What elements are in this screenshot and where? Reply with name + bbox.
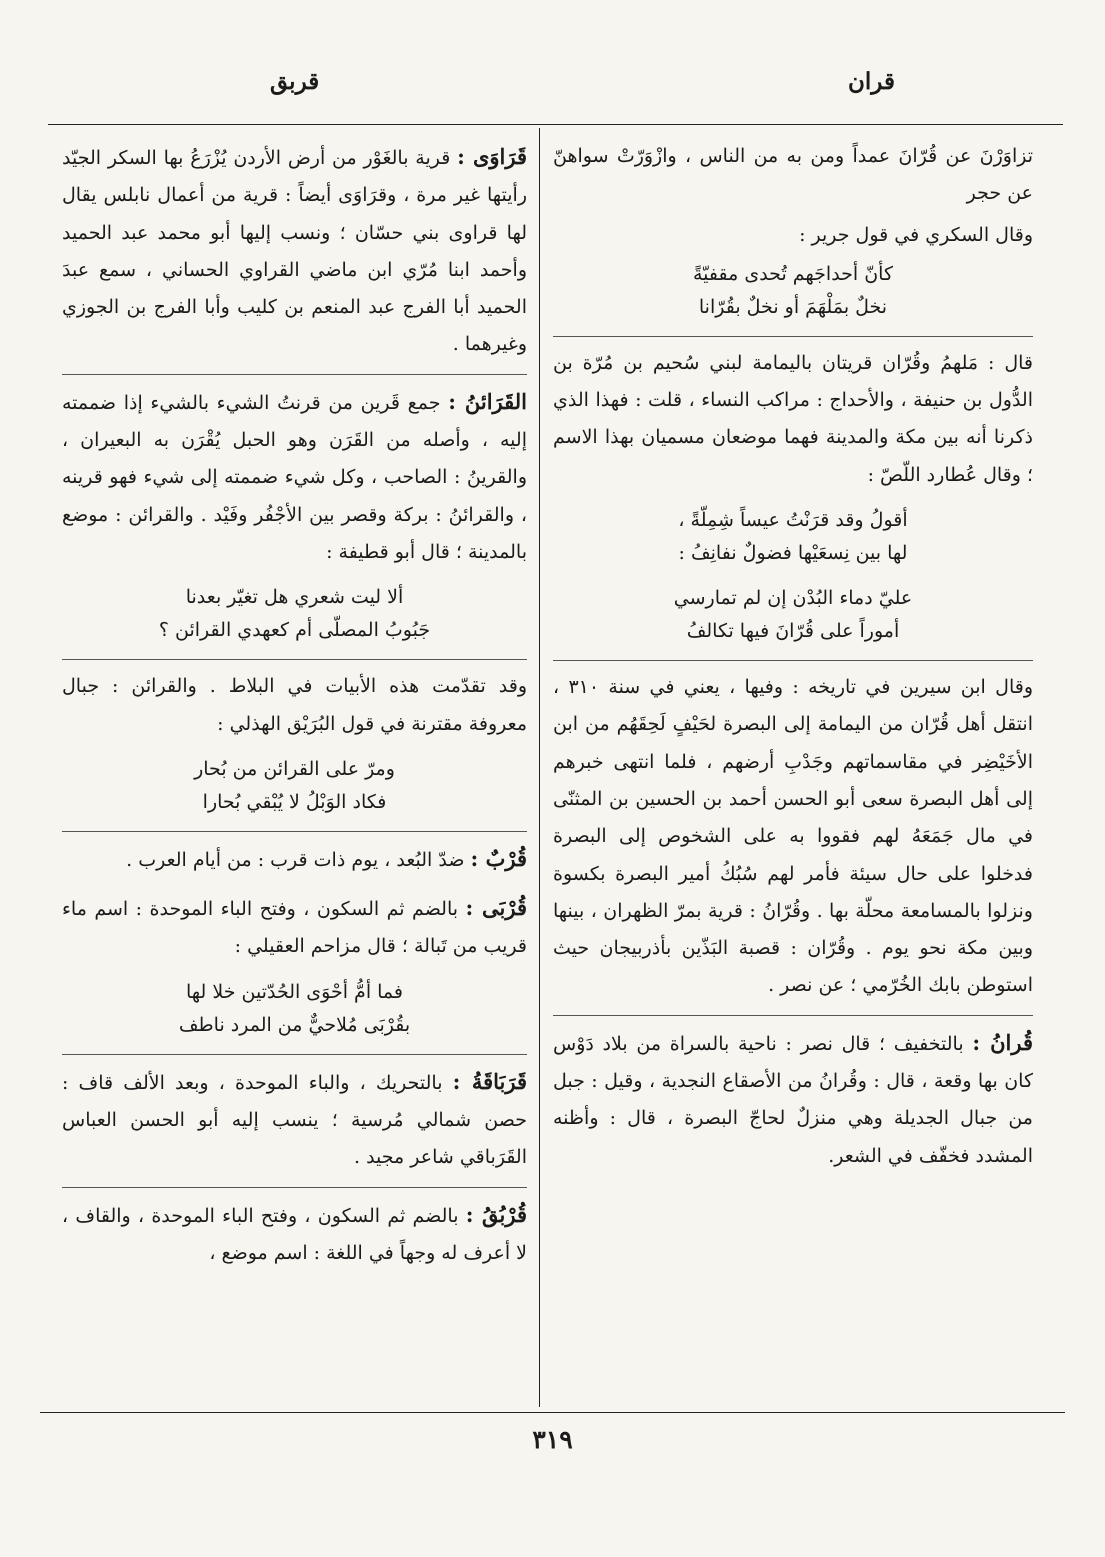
entry	[553, 1024, 1033, 1175]
verse	[62, 753, 527, 819]
headword: قَرَاوَى :	[457, 144, 527, 169]
verse	[553, 258, 1033, 324]
entry	[62, 1196, 527, 1273]
paragraph: وقال ابن سيرين في تاريخه : وفيها ، يعني في سنة ٣١٠ ، انتقل أهل قُرّان من اليمامة إلى البصرة لحَيْفٍ لَحِقَهُم من ابن الأخَيْضِر في مقاسماتهم وجَدْبِ أرضهم ، فلما انتهى خبرهم إلى أهل البصرة سعى أبو الحسن أحمد بن الحسين بن المثنّى في مال جَمَعَهُ لهم فقووا به على الشخوص إلى البصرة فدخلوا على حال سيئة فأمر لهم سُبُكُ أمير البصرة بكسوة ونزلوا بالمسامعة محلّة بها . وقُرّانُ : قرية بمرّ الظهران ، بينها وبين مكة نحو يوم . وقُرّان : قصبة البَذّين بأذربيجان حيث استوطن بابك الخُرّمي ؛ عن نصر .	[553, 676, 1033, 997]
verse-line: فكاد الوَبْلُ لا يُبْقي بُحارا	[202, 790, 387, 813]
header-right-guide-word: قران	[848, 68, 895, 95]
headword: قُرْبُقُ :	[465, 1201, 527, 1227]
paragraph: تزاوَرْنَ عن قُرّانَ عمداً ومن به من الناس ، وازْوَرّتْ سواهنّ عن حجر	[553, 145, 1033, 205]
footer-rule	[40, 1412, 1065, 1413]
verse-line: بقُرْبَى مُلاحيٌّ من المرد ناطف	[178, 1013, 411, 1036]
entry	[62, 138, 527, 364]
divider	[62, 1187, 527, 1188]
verse-line: لها بين نِسعَيْها فضولٌ نفانِفُ :	[678, 542, 908, 565]
left-column	[62, 138, 527, 1406]
headword: قُرْبَى :	[465, 895, 527, 921]
verse-line: فما أمُّ أحْوَى الحُدّتين خلا لها	[185, 980, 403, 1003]
entry-text: بالتخفيف ؛ قال نصر : ناحية بالسراة من بلاد دَوْس كان بها وقعة ، قال : وقُرانُ من الأصقاع النجدية ، وقيل : جبل من جبال الجديلة وهي منزلٌ لحاجّ البصرة ، قال : وأظنه المشدد فخفّف في الشعر.	[553, 1032, 1033, 1167]
verse-line: أموراً على قُرّانَ فيها تكالفُ	[686, 620, 900, 643]
verse	[62, 581, 527, 647]
divider	[62, 831, 527, 832]
verse	[62, 976, 527, 1042]
headword: قُرانُ :	[972, 1029, 1033, 1055]
right-column	[553, 138, 1033, 1406]
verse-line: ألا ليت شعري هل تغيّر بعدنا	[185, 586, 404, 609]
verse	[553, 504, 1033, 570]
entry-text: بالضم ثم السكون ، وفتح الباء الموحدة ، والقاف ، لا أعرف له وجهاً في اللغة : اسم موضع ،	[62, 1204, 527, 1264]
verse-line: ومرّ على القرائن من بُحار	[194, 757, 395, 780]
headword: قُرْبٌ :	[470, 845, 527, 871]
verse-line: كأنّ أحداجَهم تُحدى مقفيّةً	[692, 262, 894, 285]
entry	[62, 889, 527, 966]
running-header	[40, 68, 1065, 108]
headword: القَرَائنُ :	[448, 388, 527, 414]
entry	[62, 1063, 527, 1177]
header-rule	[48, 124, 1063, 125]
entry	[62, 383, 527, 571]
headword: قَرَبَاقَةُ :	[452, 1068, 527, 1094]
divider	[553, 660, 1033, 661]
entry-text: بالتحريك ، والباء الموحدة ، وبعد الألف قاف : حصن شمالي مُرسية ؛ ينسب إليه أبو الحسن العباس القَرَباقي شاعر مجيد .	[62, 1071, 527, 1169]
verse-line: جَبُوبُ المصلّى أم كعهدي القرائن ؟	[158, 619, 431, 642]
entry-text: بالضم ثم السكون ، وفتح الباء الموحدة : اسم ماء قريب من تَبالة ؛ قال مزاحم العقيلي :	[62, 898, 527, 958]
verse-line: عليّ دماء البُدْن إن لم تمارسي	[673, 587, 913, 610]
verse-line: أقولُ وقد قرَنْتُ عيساً شِمِلّةً ،	[678, 509, 908, 532]
entry-text: قرية بالغَوْر من أرض الأردن يُزْرَعُ بها السكر الجيّد رأيتها غير مرة ، وقرَاوَى أيضاً : قرية من أعمال نابلس يقال لها قراوى بني حسّان ؛ ونسب إليها أبو محمد عبد الحميد وأحمد ابنا مُرّي ابن ماضي القراوي الحساني ، سمع عبدَ الحميد أبا الفرج عبد المنعم بن كليب وأبا الفرج بن الجوزي وغيرهما .	[62, 147, 527, 356]
entry-text: ضدّ البُعد ، يوم ذات قرب : من أيام العرب .	[126, 848, 471, 871]
paragraph: وقد تقدّمت هذه الأبيات في البلاط . والقرائن : جبال معروفة مقترنة في قول البُرَيْق الهذلي :	[62, 675, 527, 735]
entry-text: جمع قَرين من قرنتُ الشيء بالشيء إذا ضممته إليه ، وأصله من القَرَن وهو الحبل يُقْرَن به البعيران ، والقرينُ : الصاحب ، وكل شيء ضممته إلى شيء فهو قرينه ، والقرائنُ : بركة وقصر بين الأجْفُر وفَيْد . والقرائن : موضع بالمدينة ؛ قال أبو قطيفة :	[62, 391, 527, 563]
page-number: ٣١٩	[532, 1425, 573, 1454]
divider	[62, 659, 527, 660]
divider	[553, 336, 1033, 337]
column-divider	[539, 128, 540, 1407]
paragraph: وقال السكري في قول جرير :	[799, 223, 1033, 246]
verse-line: نخلٌ بمَلْهَمَ أو نخلٌ بقُرّانا	[698, 295, 888, 318]
entry	[62, 840, 527, 879]
divider	[62, 1054, 527, 1055]
divider	[553, 1015, 1033, 1016]
paragraph: قال : مَلهمُ وقُرّان قريتان باليمامة لبني سُحيم بن مُرّة بن الدُّول بن حنيفة ، والأحداج : مراكب النساء ، قلت : فهذا الذي ذكرنا أنه بين مكة والمدينة فهما موضعان مسميان بهذا الاسم ؛ وقال عُطارد اللّصّ :	[553, 351, 1033, 486]
divider	[62, 374, 527, 375]
verse	[553, 582, 1033, 648]
header-left-guide-word: قربق	[270, 68, 320, 95]
